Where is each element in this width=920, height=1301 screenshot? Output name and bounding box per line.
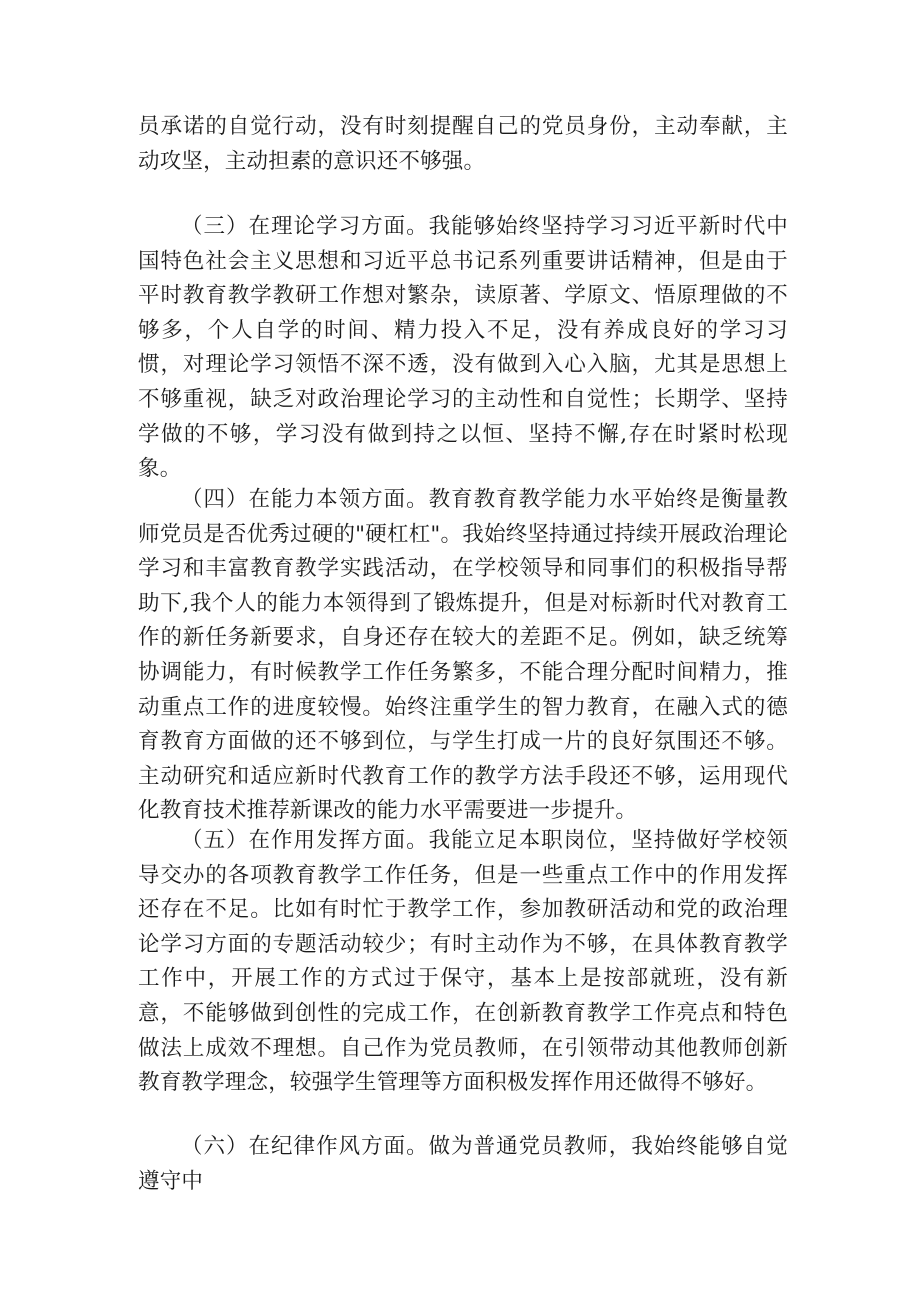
paragraph-ability-skills: （四）在能力本领方面。教育教育教学能力水平始终是衡量教师党员是否优秀过硬的"硬杠杠"。我始终坚持通过持续开展政治理论学习和丰富教育教学实践活动，在学校领导和同事们的积极指导帮助下,我个人的能力本领得到了锻炼提升，但是对标新时代对教育工作的新任务新要求，自身还存在较大的差距不足。例如，缺乏统筹协调能力，有时候教学工作任务繁多，不能合理分配时间精力，推动重点工作的进度较慢。始终注重学生的智力教育，在融入式的德育教育方面做的还不够到位，与学生打成一片的良好氛围还不够。主动研究和适应新时代教育工作的教学方法手段还不够，运用现代化教育技术推荐新课改的能力水平需要进一步提升。 <box>138 487 788 824</box>
paragraph-role-play: （五）在作用发挥方面。我能立足本职岗位，坚持做好学校领导交办的各项教育教学工作任务，但是一些重点工作中的作用发挥还存在不足。比如有时忙于教学工作，参加教研活动和党的政治理论学习方面的专题活动较少；有时主动作为不够，在具体教育教学工作中，开展工作的方式过于保守，基本上是按部就班，没有新意，不能够做到创性的完成工作，在创新教育教学工作亮点和特色做法上成效不理想。自己作为党员教师，在引领带动其他教师创新教育教学理念，较强学生管理等方面积极发挥作用还做得不够好。 <box>138 828 788 1096</box>
paragraph-party-awareness-continued: 员承诺的自觉行动，没有时刻提醒自己的党员身份，主动奉献，主动攻坚，主动担素的意识还不够强。 <box>138 114 788 174</box>
paragraph-theory-study: （三）在理论学习方面。我能够始终坚持学习习近平新时代中国特色社会主义思想和习近平总书记系列重要讲话精神，但是由于平时教育教学教研工作想对繁杂，读原著、学原文、悟原理做的不够多，个人自学的时间、精力投入不足，没有养成良好的学习习惯，对理论学习领悟不深不透，没有做到入心入脑，尤其是思想上不够重视，缺乏对政治理论学习的主动性和自觉性；长期学、坚持学做的不够，学习没有做到持之以恒、坚持不懈,存在时紧时松现象。 <box>138 214 788 482</box>
paragraph-discipline-style: （六）在纪律作风方面。做为普通党员教师，我始终能够自觉遵守中 <box>138 1134 788 1194</box>
